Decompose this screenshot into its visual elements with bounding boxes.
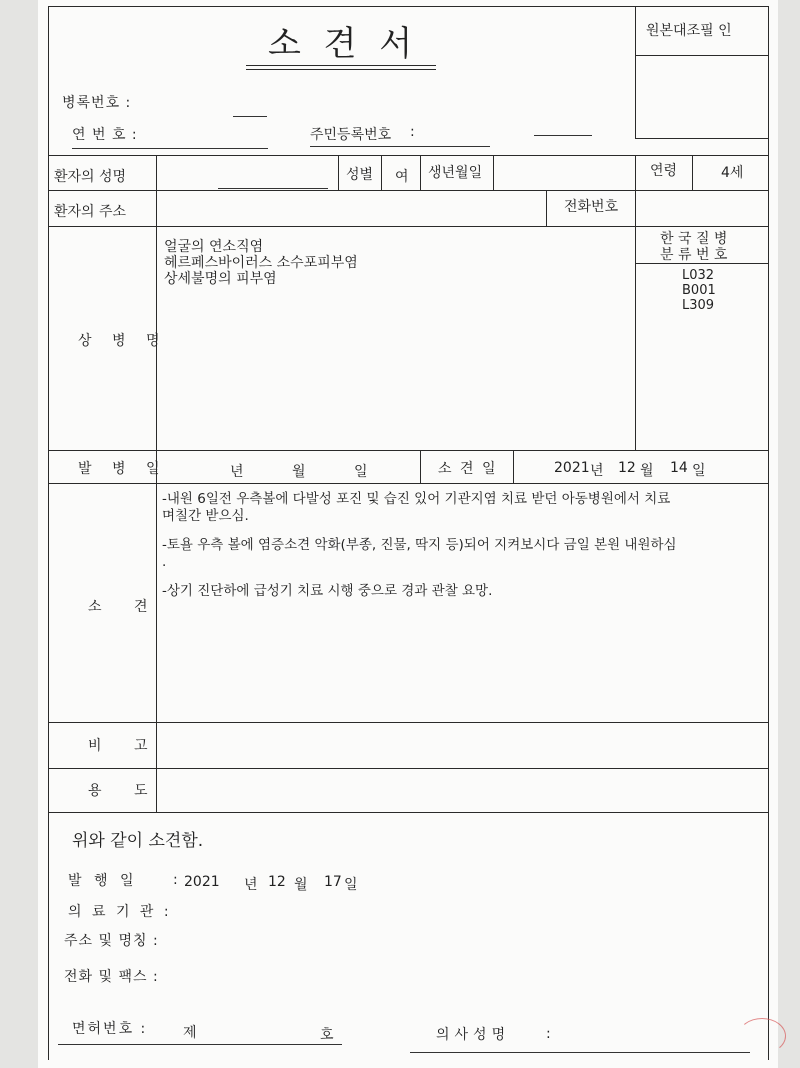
exam-date-year-unit: 년 [590,463,604,479]
license-prefix: 제 [183,1025,197,1041]
onset-value: 년 월 일 [230,464,390,480]
issue-date-day-unit: 일 [344,877,358,893]
frame-left [48,6,49,1060]
doctor-seal-stamp [738,1018,786,1054]
exam-date-month: 12 [618,460,636,476]
exam-date-month-unit: 월 [640,463,654,479]
diagnosis-line-1: 얼굴의 연소직염 [164,239,264,255]
serial-number-label: 연 번 호 : [72,127,138,143]
resident-number-line-2 [534,135,592,136]
stamp-box-bottom [635,138,768,139]
birth-date-label: 생년월일 [428,165,483,181]
exam-value-left [513,450,514,483]
exam-date-label: 소 견 일 [438,461,498,477]
stamp-label: 원본대조필 인 [646,23,732,39]
age-label: 연령 [650,163,678,179]
birth-value-left [493,155,494,190]
patient-address-label: 환자의 주소 [54,204,127,220]
issue-date-month-unit: 월 [294,877,308,893]
phone-label: 전화번호 [564,199,619,215]
exam-date-day-unit: 일 [692,463,706,479]
license-number-label: 면허번호 : [72,1021,148,1037]
sex-value-left [381,155,382,190]
kcd-column-left [635,226,636,450]
diagnosis-line-3: 상세불명의 피부염 [164,271,277,287]
frame-right [768,6,769,1060]
issue-date-day: 17 [324,874,342,890]
frame-top [48,6,768,7]
onset-label: 발 병 일 [78,461,168,477]
stamp-box-divider [635,55,768,56]
phone-label-left [546,190,547,226]
issue-date-year-unit: 년 [244,877,258,893]
exam-label-left [420,450,421,483]
doctor-name-label: 의사성명 [436,1027,511,1043]
issue-date-colon: : [173,872,178,888]
patient-name-label: 환자의 성명 [54,169,127,185]
purpose-label: 용 도 [88,783,162,799]
document-title: 소 견 서 [268,24,419,64]
findings-line-3: -토욜 우측 볼에 염증소견 악화(부종, 진물, 딱지 등)되어 지켜보시다 금일 본원 내원하심 [162,537,677,553]
doctor-name-colon: : [546,1026,551,1042]
sex-value: 여 [395,169,409,185]
age-label-left [635,155,636,226]
age-value-left [692,155,693,190]
issue-date-month: 12 [268,874,286,890]
license-suffix: 호 [320,1027,334,1043]
label-column-separator [156,155,157,812]
record-number-line [233,116,267,117]
resident-number-colon: : [410,124,416,140]
findings-line-4: . [162,554,167,570]
findings-label: 소 견 [88,599,162,615]
phone-fax-label: 전화 및 팩스 : [64,969,159,985]
findings-line-5: -상기 진단하에 급성기 치료 시행 중으로 경과 관찰 요망. [162,583,493,599]
institution-label: 의 료 기 관 : [68,904,172,920]
stamp-box-left [635,6,636,138]
sex-label-left [338,155,339,190]
kcd-label-line-1: 한 국 질 병 [660,231,728,247]
sex-label: 성별 [346,167,374,183]
diagnosis-label: 상 병 명 [78,333,168,349]
exam-date-year: 2021 [554,460,590,476]
serial-number-line [72,148,268,149]
findings-line-1: -내원 6일전 우측볼에 다발성 포진 및 습진 있어 기관지염 치료 받던 아동병원에서 치료 [162,491,671,507]
doctor-name-line [410,1052,750,1053]
resident-number-line [310,146,490,147]
address-name-label: 주소 및 명칭 : [64,933,159,949]
patient-name-line [218,188,328,189]
record-number-label: 병록번호 : [62,95,132,111]
kcd-label-line-2: 분 류 번 호 [660,247,728,263]
license-number-line [58,1044,342,1045]
remarks-label: 비 고 [88,738,162,754]
kcd-code-3: L309 [682,298,715,313]
title-underline [246,65,436,66]
table-line-8 [48,812,768,813]
diagnosis-line-2: 헤르페스바이러스 소수포피부염 [164,255,358,271]
findings-line-2: 며칠간 받으심. [162,508,249,524]
statement-text: 위와 같이 소견함. [72,831,204,851]
age-value: 4세 [721,165,744,181]
kcd-code-1: L032 [682,268,715,283]
exam-date-day: 14 [670,460,688,476]
issue-date-label: 발 행 일 [68,873,138,889]
birth-label-left [420,155,421,190]
title-underline-2 [246,69,436,70]
resident-number-label: 주민등록번호 [310,127,392,143]
issue-date-year: 2021 [184,874,220,890]
kcd-code-2: B001 [682,283,716,298]
document-paper [38,0,778,1068]
